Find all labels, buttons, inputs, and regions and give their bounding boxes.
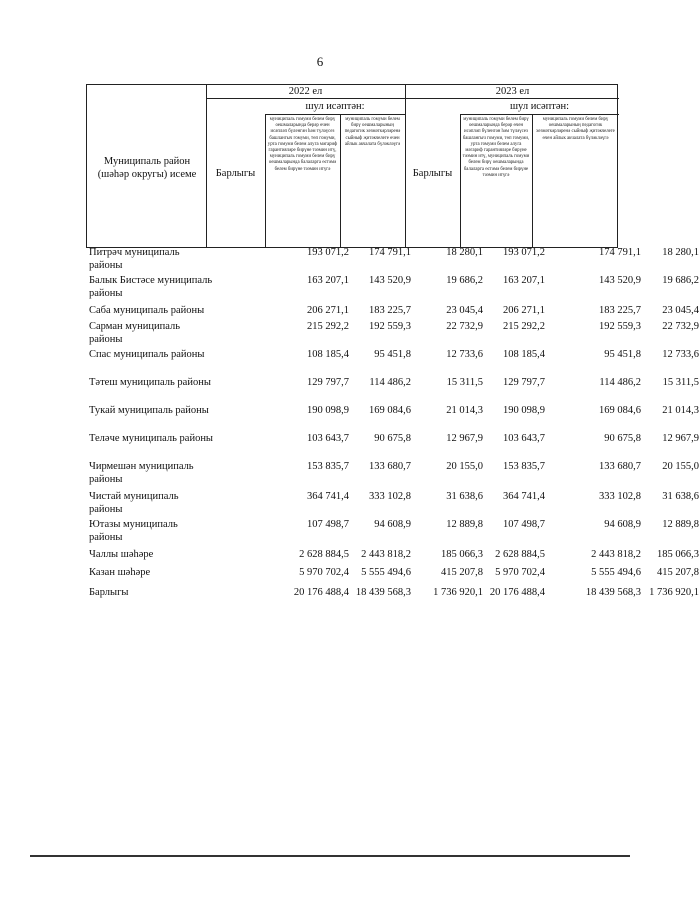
cell-2023-total: 215 292,2 (503, 321, 545, 332)
cell-2022-b: 23 045,4 (446, 305, 483, 316)
cell-2023-a: 94 608,9 (604, 519, 641, 530)
header-divider (532, 114, 533, 247)
cell-2022-b: 18 280,1 (446, 247, 483, 258)
cell-2022-b: 185 066,3 (441, 549, 483, 560)
row-name: Чистай муниципаль районы (89, 491, 179, 515)
cell-2023-b: 12 889,8 (662, 519, 699, 530)
cell-2022-total: 206 271,1 (307, 305, 349, 316)
header-divider (405, 85, 406, 247)
cell-2023-b: 185 066,3 (657, 549, 699, 560)
total-header-2023: Барлыгы (412, 168, 453, 179)
row-name: Казан шәһәре (89, 567, 151, 578)
cell-2022-total: 20 176 488,4 (293, 587, 349, 598)
cell-2022-a: 94 608,9 (374, 519, 411, 530)
cell-2023-a: 5 555 494,6 (591, 567, 641, 578)
cell-2022-total: 2 628 884,5 (299, 549, 349, 560)
including-header-2022: шул исәптән: (305, 101, 365, 112)
cell-2022-total: 163 207,1 (307, 275, 349, 286)
cell-2022-a: 18 439 568,3 (355, 587, 411, 598)
cell-2023-b: 20 155,0 (662, 461, 699, 472)
cell-2023-a: 90 675,8 (604, 433, 641, 444)
cell-2023-total: 2 628 884,5 (495, 549, 545, 560)
including-header-2023: шул исәптән: (509, 101, 570, 112)
cell-2023-total: 129 797,7 (503, 377, 545, 388)
row-name: Тәтеш муниципаль районы (89, 377, 211, 388)
row-name: Теләче муниципаль районы (89, 433, 213, 444)
cell-2022-total: 153 835,7 (307, 461, 349, 472)
cell-2023-total: 163 207,1 (503, 275, 545, 286)
row-name: Тукай муниципаль районы (89, 405, 209, 416)
subcol-b-header-2022: муниципаль гомуми белем бирү оешмаларының педагогик хезмәткәрләренә сыйныф җитәкчелеге өчен айлык акчалата бүләкләүгә (344, 117, 401, 147)
total-header-2022: Барлыгы (215, 168, 256, 179)
cell-2023-b: 31 638,6 (662, 491, 699, 502)
cell-2023-b: 415 207,8 (657, 567, 699, 578)
cell-2022-b: 19 686,2 (446, 275, 483, 286)
cell-2023-a: 114 486,2 (599, 377, 641, 388)
cell-2022-b: 21 014,3 (446, 405, 483, 416)
subcol-a-header-2022: муниципаль гомуми белем бирү оешмаларында берәр өчен исәпләп бүленгән һәм түләүсез башлангыч гомуми, төп гомуми, урта гомуми белем алуга мәгариф гарантияләре бирүне тәэмин итү, муниципаль гомуми белем бирү оешмаларында балаларга өстәмә белем бирүне тәэмин итүгә (267, 117, 338, 172)
cell-2022-a: 2 443 818,2 (361, 549, 411, 560)
cell-2023-total: 5 970 702,4 (495, 567, 545, 578)
page-number: 6 (316, 54, 324, 69)
cell-2022-b: 22 732,9 (446, 321, 483, 332)
cell-2022-total: 107 498,7 (307, 519, 349, 530)
cell-2023-a: 18 439 568,3 (585, 587, 641, 598)
cell-2023-a: 169 084,6 (599, 405, 641, 416)
cell-2022-b: 31 638,6 (446, 491, 483, 502)
subcol-b-header-2023: муниципаль гомуми белем бирү оешмаларының педагогик хезмәткәрләренә сыйныф җитәкчелеге өчен айлык акчалата бүләкләүгә (536, 117, 615, 141)
cell-2023-total: 153 835,7 (503, 461, 545, 472)
cell-2022-total: 215 292,2 (307, 321, 349, 332)
row-name: Чирмешән муниципаль районы (89, 461, 194, 485)
cell-2022-a: 95 451,8 (374, 349, 411, 360)
cell-2022-a: 169 084,6 (369, 405, 411, 416)
cell-2022-a: 5 555 494,6 (361, 567, 411, 578)
cell-2022-a: 90 675,8 (374, 433, 411, 444)
page-bottom-rule (30, 855, 630, 857)
cell-2022-total: 103 643,7 (307, 433, 349, 444)
row-name: Спас муниципаль районы (89, 349, 205, 360)
cell-2023-b: 12 967,9 (662, 433, 699, 444)
cell-2022-a: 192 559,3 (369, 321, 411, 332)
cell-2023-total: 107 498,7 (503, 519, 545, 530)
row-name: Питрәч муниципаль районы (89, 247, 180, 271)
cell-2023-a: 2 443 818,2 (591, 549, 641, 560)
row-name: Чаллы шәһәре (89, 549, 154, 560)
header-divider (265, 114, 266, 247)
header-divider (460, 114, 461, 247)
cell-2023-a: 333 102,8 (599, 491, 641, 502)
table-header (86, 84, 618, 248)
row-name: Саба муниципаль районы (89, 305, 205, 316)
cell-2023-a: 133 680,7 (599, 461, 641, 472)
row-name: Ютазы муниципаль районы (89, 519, 178, 543)
cell-2022-b: 12 889,8 (446, 519, 483, 530)
cell-2022-a: 174 791,1 (369, 247, 411, 258)
cell-2022-total: 190 098,9 (307, 405, 349, 416)
header-divider (206, 85, 207, 247)
col-name-header: Муниципаль район (шәһәр округы) исеме (97, 156, 197, 180)
cell-2022-total: 108 185,4 (307, 349, 349, 360)
header-divider (206, 98, 619, 99)
cell-2023-b: 1 736 920,1 (649, 587, 699, 598)
cell-2023-b: 18 280,1 (662, 247, 699, 258)
cell-2023-a: 95 451,8 (604, 349, 641, 360)
cell-2022-b: 415 207,8 (441, 567, 483, 578)
cell-2023-total: 206 271,1 (503, 305, 545, 316)
cell-2022-total: 129 797,7 (307, 377, 349, 388)
subcol-a-header-2023: муниципаль гомуми белем бирү оешмаларында берәр өчен исәпләп бүленгән һәм түләүсез башлангыч гомуми, төп гомуми, урта гомуми белем алуга мәгариф гарантияләре бирүне тәэмин итү, муниципаль гомуми белем бирү оешмаларында балаларга өстәмә белем бирүне тәэмин итүгә (462, 117, 530, 178)
cell-2023-b: 12 733,6 (662, 349, 699, 360)
row-name: Барлыгы (89, 587, 129, 598)
cell-2022-b: 12 967,9 (446, 433, 483, 444)
cell-2022-b: 20 155,0 (446, 461, 483, 472)
row-name: Сарман муниципаль районы (89, 321, 181, 345)
year-2022-header: 2022 ел (288, 86, 323, 97)
cell-2022-b: 12 733,6 (446, 349, 483, 360)
cell-2023-b: 23 045,4 (662, 305, 699, 316)
row-name: Балык Бистәсе муниципаль районы (89, 275, 213, 299)
cell-2023-total: 193 071,2 (503, 247, 545, 258)
cell-2023-a: 192 559,3 (599, 321, 641, 332)
cell-2022-a: 133 680,7 (369, 461, 411, 472)
cell-2023-total: 20 176 488,4 (489, 587, 545, 598)
cell-2023-total: 190 098,9 (503, 405, 545, 416)
cell-2023-b: 21 014,3 (662, 405, 699, 416)
cell-2023-a: 143 520,9 (599, 275, 641, 286)
cell-2023-a: 174 791,1 (599, 247, 641, 258)
cell-2023-a: 183 225,7 (599, 305, 641, 316)
cell-2022-a: 114 486,2 (369, 377, 411, 388)
header-divider (340, 114, 341, 247)
header-divider (460, 114, 619, 115)
cell-2022-b: 1 736 920,1 (433, 587, 483, 598)
cell-2022-b: 15 311,5 (446, 377, 483, 388)
cell-2022-a: 143 520,9 (369, 275, 411, 286)
header-divider (265, 114, 405, 115)
cell-2023-total: 364 741,4 (503, 491, 545, 502)
cell-2022-total: 193 071,2 (307, 247, 349, 258)
cell-2022-a: 333 102,8 (369, 491, 411, 502)
cell-2023-b: 15 311,5 (662, 377, 699, 388)
cell-2023-b: 19 686,2 (662, 275, 699, 286)
cell-2022-a: 183 225,7 (369, 305, 411, 316)
cell-2022-total: 364 741,4 (307, 491, 349, 502)
cell-2023-total: 108 185,4 (503, 349, 545, 360)
cell-2022-total: 5 970 702,4 (299, 567, 349, 578)
cell-2023-total: 103 643,7 (503, 433, 545, 444)
year-2023-header: 2023 ел (495, 86, 530, 97)
cell-2023-b: 22 732,9 (662, 321, 699, 332)
